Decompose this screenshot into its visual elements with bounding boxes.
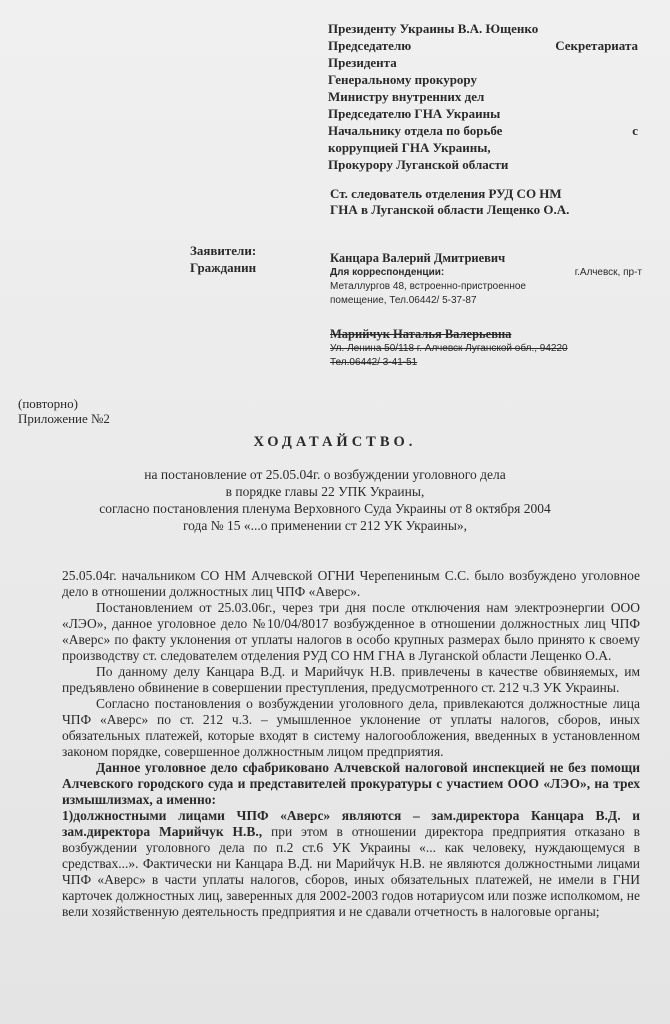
subtitle-line: на постановление от 25.05.04г. о возбуждении уголовного дела <box>144 467 506 482</box>
subtitle-line: в порядке главы 22 УПК Украины, <box>225 484 425 499</box>
addressee-block <box>328 20 638 173</box>
repeat-note: (повторно) <box>18 396 78 411</box>
investigator-line: Ст. следователь отделения РУД СО НМ <box>330 186 562 201</box>
addressee-line-part: Начальнику отдела по борьбе <box>328 123 503 138</box>
applicant-2-name: Марийчук Наталья Валерьевна <box>330 327 512 341</box>
paragraph-6-bold: 1)должностными лицами ЧПФ «Аверс» являются – зам.директора Канцара В.Д. и зам.директора Марийчук Н.В., <box>62 808 640 839</box>
paragraph-5: Данное уголовное дело сфабриковано Алчевской налоговой инспекцией не без помощи Алчевского городского суда и представителей прокуратуры с участием ООО «ЛЭО», на трех измышлизмах, а именно: <box>62 760 640 807</box>
addressee-line: Прокурору Луганской области <box>328 157 509 172</box>
applicant-1-corr <box>330 266 642 280</box>
applicant-2 <box>330 326 642 370</box>
paragraph-6-rest: при этом в отношении директора предприятия отказано в возбуждении уголовного дела по п.2 ст.6 УК Украины «... как человеку, нуждающемуся в средствах...». Фактически ни Канцара В.Д. ни Марийчук Н.В. не являются должностными лицами ЧПФ «Аверс» в части уплаты налогов, сборов, иных обязательных платежей, не имели в ГНИ карточек должностных лиц, заверенных для 2002-2003 годов нотариусом или позже исполкомом, не вели хозяйственную деятельность предприятия и не сдавали отчетность в налоговые органы; <box>62 824 640 919</box>
addressee-line: Председателю ГНА Украины <box>328 106 501 121</box>
addressee-line: Президента <box>328 55 397 70</box>
paragraph-2: Постановлением от 25.03.06г., через три дня после отключения нам электроэнергии ООО «ЛЭО», данное уголовное дело №10/04/8017 возбужденное в отношении должностных лиц ЧПФ «Аверс» по факту уклонения от уплаты налогов в особо крупных размерах было принято к своему производству ст. следователем отделения РУД СО НМ ГНА в Луганской области Лещенко О.А. <box>62 600 640 663</box>
document-body <box>62 568 640 920</box>
addressee-line: Генеральному прокурору <box>328 72 477 87</box>
document-subtitle <box>60 466 590 534</box>
paragraph-4: Согласно постановления о возбуждении уголовного дела, привлекаются должностные лица ЧПФ «Аверс» по ст. 212 ч.3. – умышленное уклонение от уплаты налогов, сборов, иных обязательных платежей, которые входят в систему налогообложения, введенных в установленном законом порядке, совершенное должностным лицом предприятия. <box>62 696 640 759</box>
corr-line-3: помещение, Тел.06442/ 5-37-87 <box>330 295 477 306</box>
investigator-block <box>330 186 640 218</box>
addressee-line: Министру внутренних дел <box>328 89 485 104</box>
appendix-note: Приложение №2 <box>18 411 110 426</box>
addressee-line <box>328 122 638 139</box>
applicant-1-name: Канцара Валерий Дмитриевич <box>330 251 506 265</box>
applicants-label-2: Гражданин <box>190 260 257 275</box>
addressee-line-part: Председателю <box>328 38 412 53</box>
applicant-2-tel: Тел.06442/ 3-41-51 <box>330 357 418 368</box>
left-note <box>18 396 110 426</box>
addressee-line-part: Секретариата <box>555 38 638 53</box>
corr-line-2: Металлургов 48, встроенно-пристроенное <box>330 281 526 292</box>
subtitle-line: согласно постановления пленума Верховного Суда Украины от 8 октября 2004 <box>99 501 551 516</box>
applicants-label <box>190 242 256 276</box>
corr-label: Для корреспонденции: <box>330 267 445 278</box>
paragraph-6 <box>62 808 640 920</box>
applicant-1 <box>330 250 642 308</box>
subtitle-line: года № 15 «...о применении ст 212 УК Украины», <box>182 518 468 533</box>
addressee-line: коррупцией ГНА Украины, <box>328 140 491 155</box>
corr-line-1: г.Алчевск, пр-т <box>574 267 642 278</box>
investigator-line: ГНА в Луганской области Лещенко О.А. <box>330 202 570 217</box>
applicants-label-1: Заявители: <box>190 243 257 258</box>
document-title: ХОДАТАЙСТВО. <box>253 434 417 450</box>
addressee-line <box>328 37 638 54</box>
addressee-line-part: с <box>632 123 638 138</box>
applicant-2-address: Ул. Ленина 50/118 г. Алчевск Луганской обл., 94220 <box>330 343 568 354</box>
addressee-line: Президенту Украины В.А. Ющенко <box>328 21 539 36</box>
paragraph-1: 25.05.04г. начальником СО НМ Алчевской ОГНИ Черепениным С.С. было возбуждено уголовное дело в отношении должностных лиц ЧПФ «Аверс». <box>62 568 640 599</box>
paragraph-3: По данному делу Канцара В.Д. и Марийчук Н.В. привлечены в качестве обвиняемых, им предъявлено обвинение в совершении преступления, предусмотренного ст. 212 ч.3 УК Украины. <box>62 664 640 695</box>
